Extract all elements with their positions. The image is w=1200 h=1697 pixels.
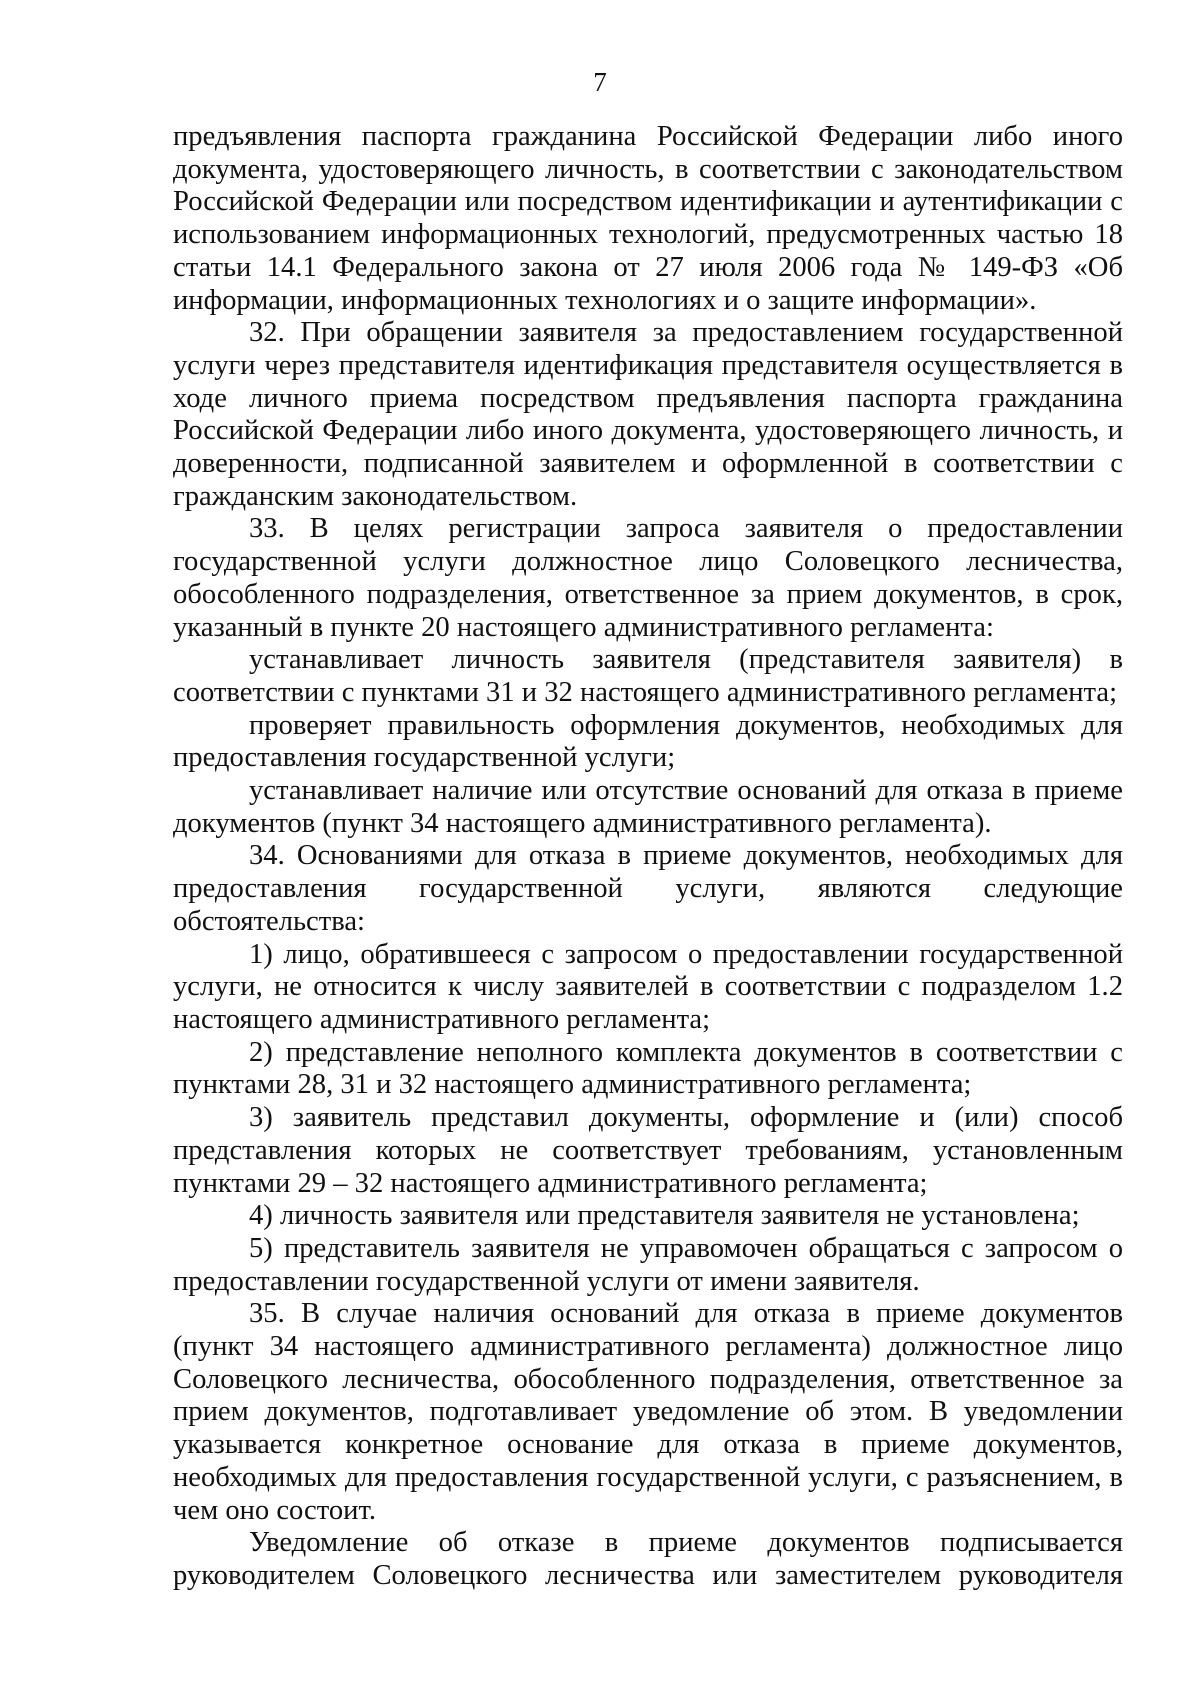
paragraph-notice-signature: Уведомление об отказе в приеме документов подписывается руководителем Соловецкого лесничества или заместителем руководителя — [173, 1527, 1123, 1591]
paragraph-continuation: предъявления паспорта гражданина Российской Федерации либо иного документа, удостоверяющего личность, в соответствии с законодательством Российской Федерации или посредством идентификации и аутентификации с использованием информационных технологий, предусмотренных частью 18 статьи 14.1 Федерального закона от 27 июля 2006 года № 149-ФЗ «Об информации, информационных технологиях и о защите информации». — [173, 121, 1123, 316]
paragraph-grounds-check: устанавливает наличие или отсутствие оснований для отказа в приеме документов (пункт 34 настоящего административного регламента). — [173, 775, 1123, 839]
list-item-2: 2) представление неполного комплекта документов в соответствии с пунктами 28, 31 и 32 настоящего административного регламента; — [173, 1036, 1123, 1101]
page-number: 7 — [593, 67, 607, 97]
list-item-3: 3) заявитель представил документы, оформление и (или) способ представления которых не соответствует требованиям, установленным пунктами 29 – 32 настоящего административного регламента; — [173, 1102, 1123, 1199]
list-item-4: 4) личность заявителя или представителя заявителя не установлена; — [249, 1200, 1080, 1232]
paragraph-documents-check: проверяет правильность оформления документов, необходимых для предоставления государственной услуги; — [173, 709, 1123, 774]
paragraph-item-32: 32. При обращении заявителя за предоставлением государственной услуги через представителя идентификация представителя осуществляется в ходе личного приема посредством предъявления паспорта гражданина Российской Федерации либо иного документа, удостоверяющего личность, и доверенности, подписанной заявителем и оформленной в соответствии с гражданским законодательством. — [173, 317, 1123, 512]
paragraph-item-35: 35. В случае наличия оснований для отказа в приеме документов (пункт 34 настоящего административного регламента) должностное лицо Соловецкого лесничества, обособленного подразделения, ответственное за прием документов, подготавливает уведомление об этом. В уведомлении указывается конкретное основание для отказа в приеме документов, необходимых для предоставления государственной услуги, с разъяснением, в чем оно состоит. — [173, 1298, 1123, 1526]
list-item-1: 1) лицо, обратившееся с запросом о предоставлении государственной услуги, не относится к числу заявителей в соответствии с подразделом 1.2 настоящего административного регламента; — [173, 938, 1123, 1035]
paragraph-item-33: 33. В целях регистрации запроса заявителя о предоставлении государственной услуги должностное лицо Соловецкого лесничества, обособленного подразделения, ответственное за прием документов, в срок, указанный в пункте 20 настоящего административного регламента: — [173, 513, 1123, 643]
document-body — [173, 121, 1123, 1593]
paragraph-identity-check: устанавливает личность заявителя (представителя заявителя) в соответствии с пунктами 31 и 32 настоящего административного регламента; — [173, 644, 1123, 708]
paragraph-item-34: 34. Основаниями для отказа в приеме документов, необходимых для предоставления государственной услуги, являются следующие обстоятельства: — [173, 840, 1123, 937]
list-item-5: 5) представитель заявителя не управомочен обращаться с запросом о предоставлении государственной услуги от имени заявителя. — [173, 1232, 1123, 1297]
